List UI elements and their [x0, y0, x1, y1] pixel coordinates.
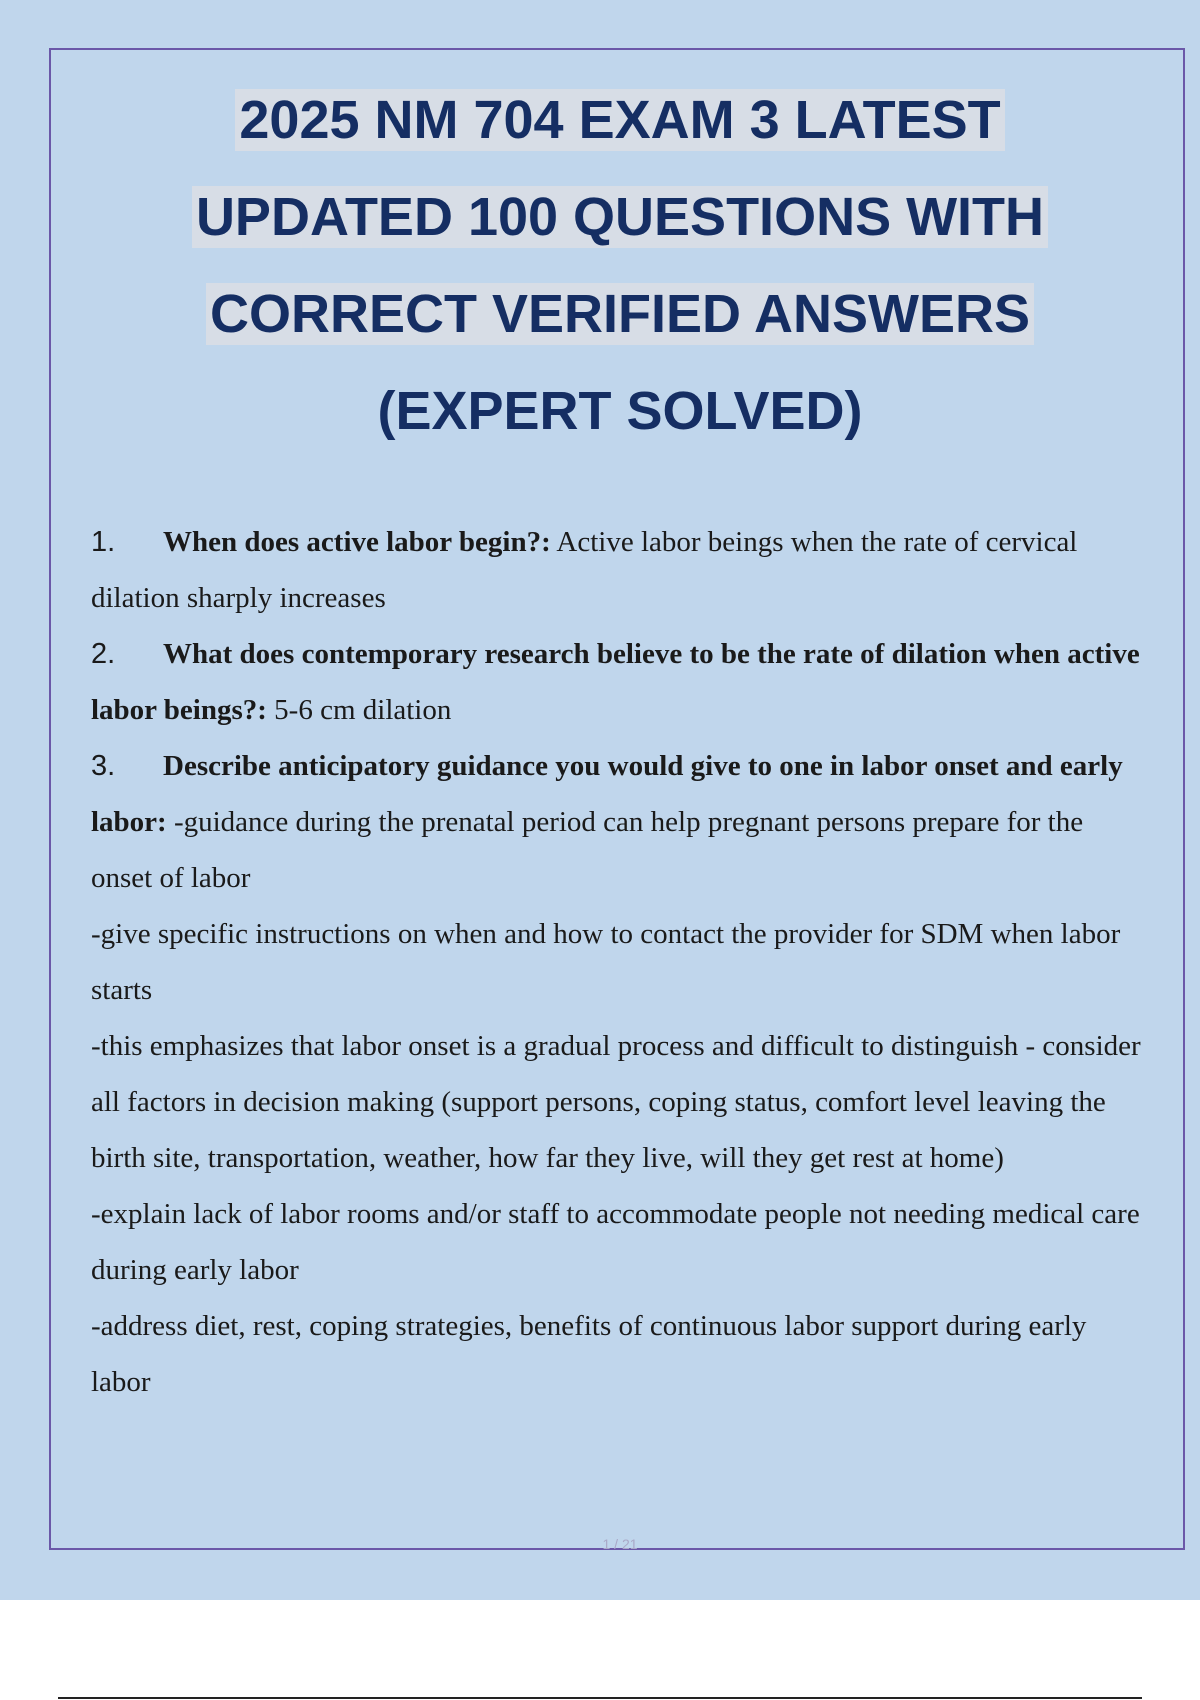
answer-text: 5-6 cm dilation: [266, 694, 452, 726]
title-line: UPDATED 100 QUESTIONS WITH: [192, 186, 1048, 248]
title-line: CORRECT VERIFIED ANSWERS: [206, 283, 1034, 345]
question-number: 2.: [91, 638, 116, 670]
title-line: (EXPERT SOLVED): [377, 381, 863, 441]
page-number: 1 / 21: [602, 1536, 638, 1552]
question-number: 1.: [91, 526, 116, 558]
answer-paragraph: -this emphasizes that labor onset is a gradual process and difficult to distinguish - consider all factors in decision making (support persons, coping status, comfort level leaving the birth site, transportation, weather, how far they live, will they get rest at home): [91, 1030, 1141, 1174]
answer-text: Active labor beings when the rate of cervical dilation sharply increases: [91, 526, 1078, 614]
title-line: 2025 NM 704 EXAM 3 LATEST: [235, 89, 1004, 151]
question-text: Describe anticipatory guidance you would give to one in labor onset and early labor:: [91, 750, 1123, 838]
question-item: [91, 626, 1151, 738]
answer-paragraph: -give specific instructions on when and how to contact the provider for SDM when labor starts: [91, 918, 1121, 1006]
bottom-divider: [58, 1697, 1142, 1699]
question-text: What does contemporary research believe to be the rate of dilation when active labor beings?:: [91, 638, 1140, 726]
question-item: [91, 514, 1151, 626]
question-item: [91, 738, 1151, 906]
question-text: When does active labor begin?:: [163, 526, 551, 558]
question-number: 3.: [91, 750, 116, 782]
document-title: [0, 72, 1200, 460]
answer-paragraph: -address diet, rest, coping strategies, benefits of continuous labor support during early labor: [91, 1310, 1087, 1398]
answer-paragraph: -explain lack of labor rooms and/or staff to accommodate people not needing medical care during early labor: [91, 1198, 1140, 1286]
answer-text: -guidance during the prenatal period can help pregnant persons prepare for the onset of labor: [91, 806, 1084, 894]
document-body: [91, 514, 1151, 1410]
